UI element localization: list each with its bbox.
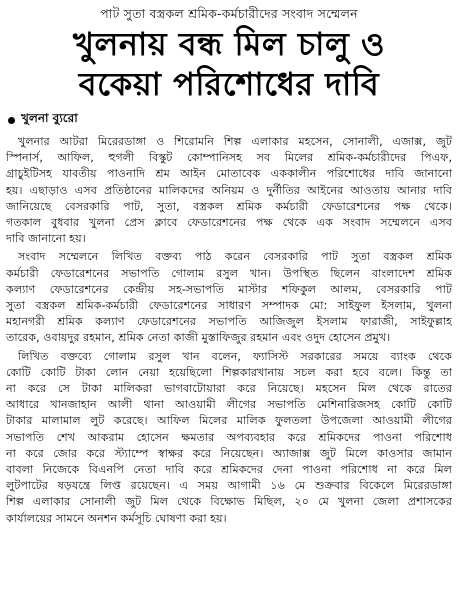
body-line: তারেক, ওবায়দুর রহমান, শ্রমিক নেতা কাজী মুস্তাফিজুর রহমান এবং ওদুদ হোসেন প্রমুখ। (6, 331, 391, 345)
body-line: গতকাল বুধবার খুলনা প্রেস ক্লাবে ফেডারেশনের পক্ষ থেকে এক সংবাদ সম্মেলনে এসব (6, 216, 452, 230)
paragraph-2 (6, 249, 452, 346)
kicker-line: পাট সুতা বস্ত্রকল শ্রমিক-কর্মচারীদের সংবাদ সম্মেলন (100, 6, 358, 21)
paragraph-3 (6, 349, 452, 527)
paragraph-1 (6, 134, 452, 247)
body-line: সংবাদ সম্মেলনে লিখিত বক্তব্য পাঠ করেন বেসরকারি পাট সুতা বস্ত্রকল শ্রমিক (18, 250, 452, 264)
article-body (6, 134, 452, 527)
body-line: লুটপাটের ষড়যন্ত্রে লিপ্ত রয়েছেন। এ সময় আগামী ১৬ মে শুক্রবার বিকেলে মিরেরডাঙ্গা (6, 479, 452, 493)
byline (8, 110, 452, 130)
body-line: সভাপতি শেখ আকরাম হোসেন ক্ষমতার অপব্যবহার করে শ্রমিকদের পাওনা পরিশোধ (6, 430, 452, 444)
body-line: জানিয়েছে বেসরকারি পাট, সুতা, বস্ত্রকল শ্রমিক কর্মচারী ফেডারেশনের পক্ষ থেকে। (6, 199, 452, 213)
body-line: কল্যাণ ফেডারেশনের কেন্দ্রীয় সহ-সভাপতি মাস্টার শফিকুল আলম, বেসরকারি পাট (6, 282, 452, 296)
body-line: সুতা বস্ত্রকল শ্রমিক-কর্মচারী ফেডারেশনের সাধারণ সম্পাদক মো: সাইফুল ইসলাম, খুলনা (6, 299, 452, 313)
body-line: খুলনার আটরা মিরেরডাঙ্গা ও শিরোমনি শিল্প এলাকার মহসেন, সোনালী, এজাক্স, জুট (18, 135, 452, 148)
bullet-icon (8, 117, 15, 124)
headline-line-2: বকেয়া পরিশোধের দাবি (78, 65, 380, 103)
byline-text: খুলনা ব্যুরো (21, 111, 78, 125)
body-line: কোটি কোটি টাকা লোন নেয়া হয়েছিলো শিল্পকারখানায় সচল করা হবে বলে। কিন্তু তা (6, 365, 452, 379)
body-line: লিখিত বক্তব্যে গোলাম রসুল খান বলেন, ফ্যাসিস্ট সরকারের সময়ে ব্যাংক থেকে (18, 349, 452, 363)
body-line: টাকার মালামাল লুট করেছে। আফিল মিলের মালিক ফুলতলা উপজেলা আওয়ামী লীগের (6, 414, 452, 428)
body-line: বাবলা নিজেকে বিএনপি নেতা দাবি করে শ্রমিকদের দেনা পাওনা পরিশোধ না করে মিল (6, 463, 452, 477)
body-line: স্পিনার্স, আফিল, হুগলী বিস্কুট কোম্পানিসহ সব মিলের শ্রমিক-কর্মচারীদের পিএফ, (6, 151, 452, 165)
headline-line-1: খুলনায় বন্ধ মিল চালু ও (72, 25, 385, 63)
body-line: হয়। এছাড়াও এসব প্রতিষ্ঠানের মালিকদের অনিয়ম ও দুর্নীতির আইনের আওতায় আনার দাবি (6, 183, 452, 197)
body-line: মহানগরী শ্রমিক কল্যাণ ফেডারেশনের সভাপতি আজিজুল ইসলাম ফারাজী, সাইফুল্লাহ (6, 315, 452, 329)
body-line: দাবি জানানো হয়। (6, 232, 86, 246)
body-line: না করে জোর করে স্ট্যাম্পে স্বাক্ষর করে নিয়েছেন। অ্যাজাক্স জুট মিলে কাওসার জামান (6, 446, 452, 460)
body-line: আধারে খানজাহান আলী থানা আওয়ামী লীগের সভাপতি মেশিনারিজসহ কোটি কোটি (6, 398, 452, 412)
body-line: কর্মচারী ফেডারেশনের সভাপতি গোলাম রসুল খান। উপস্থিত ছিলেন বাংলাদেশ শ্রমিক (6, 266, 452, 280)
body-line: শিল্প এলাকার সোনালী জুট মিল থেকে বিক্ষোভ মিছিল, ২০ মে খুলনা জেলা প্রশাসকের (6, 495, 452, 509)
body-line: না করে সে টাকা মালিকরা ভাগবাটোয়ারা করে নিয়েছে। মহসেন মিল থেকে রাতের (6, 382, 452, 396)
body-line: গ্রাচুইটিসহ যাবতীয় পাওনাদি শ্রম আইন মোতাবেক এককালীন পরিশোধের দাবি জানানো (6, 167, 452, 181)
body-line: কার্যালয়ের সামনে অনশন কর্মসূচি ঘোষণা করা হয়। (6, 511, 227, 525)
